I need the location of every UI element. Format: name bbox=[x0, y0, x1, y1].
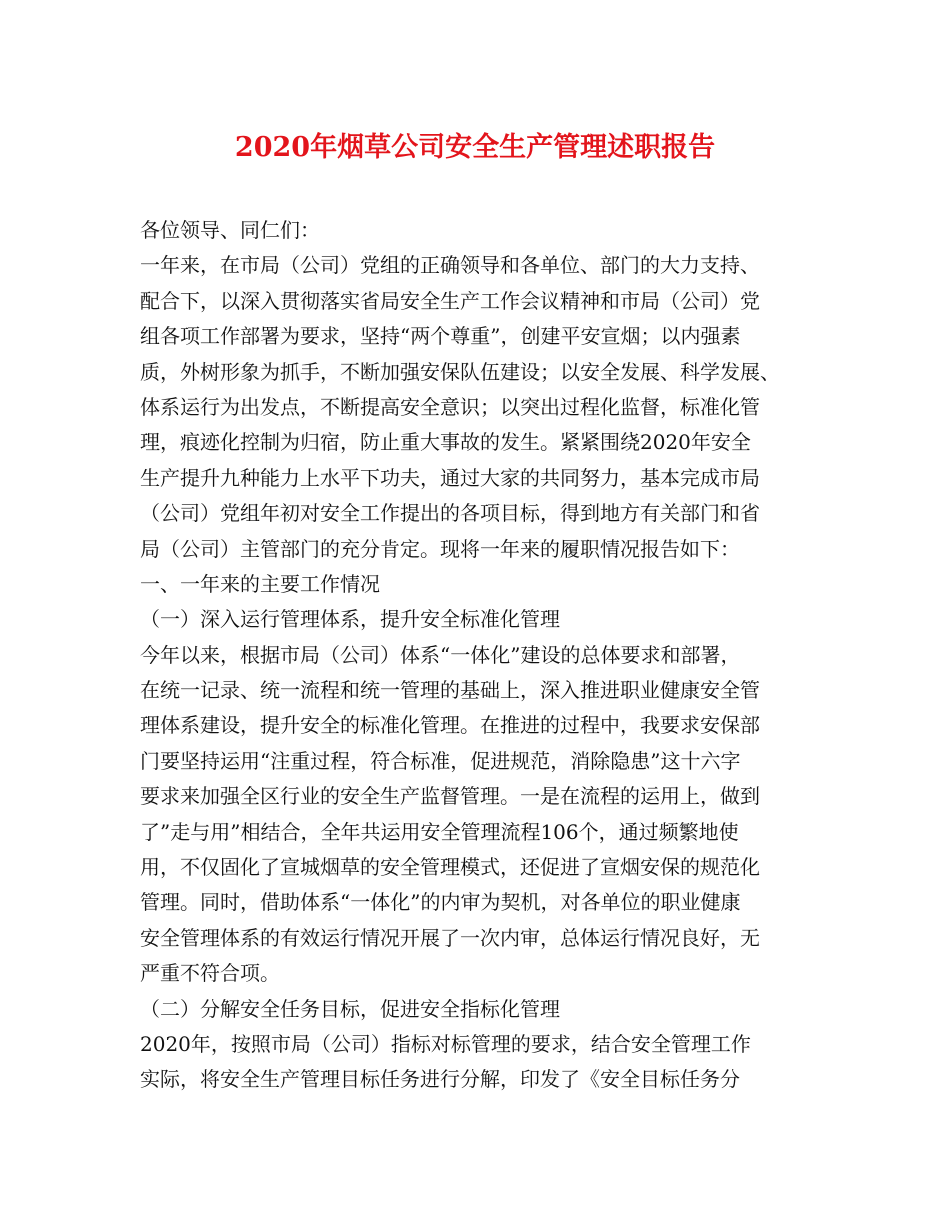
body-text-line: 严重不符合项。 bbox=[140, 961, 280, 986]
document-body bbox=[140, 213, 820, 1098]
body-text-line: 理体系建设，提升安全的标准化管理。在推进的过程中，我要求安保部 bbox=[140, 713, 760, 738]
body-text-line: 2020年，按照市局（公司）指标对标管理的要求，结合安全管理工作 bbox=[140, 1031, 751, 1056]
body-text-line: 配合下，以深入贯彻落实省局安全生产工作会议精神和市局（公司）党 bbox=[140, 288, 760, 313]
body-text-line: 一年来，在市局（公司）党组的正确领导和各单位、部门的大力支持、 bbox=[140, 253, 760, 278]
body-text-line: 在统一记录、统一流程和统一管理的基础上，深入推进职业健康安全管 bbox=[140, 678, 760, 703]
body-text-line: 用，不仅固化了宣城烟草的安全管理模式，还促进了宣烟安保的规范化 bbox=[140, 855, 760, 880]
body-text-line: 各位领导、同仁们： bbox=[140, 218, 320, 242]
body-text-line: 组各项工作部署为要求，坚持“两个尊重”，创建平安宣烟；以内强素 bbox=[140, 324, 741, 349]
body-text-line: 局（公司）主管部门的充分肯定。现将一年来的履职情况报告如下： bbox=[140, 536, 740, 561]
body-text-line: 管理。同时，借助体系“一体化”的内审为契机，对各单位的职业健康 bbox=[140, 890, 741, 915]
document-title: 2020年烟草公司安全生产管理述职报告 bbox=[234, 132, 716, 163]
body-text-line: 了”走与用”相结合，全年共运用安全管理流程106个，通过频繁地使 bbox=[140, 819, 739, 844]
body-text-line: 要求来加强全区行业的安全生产监督管理。一是在流程的运用上，做到 bbox=[140, 784, 760, 809]
body-text-line: （二）分解安全任务目标，促进安全指标化管理 bbox=[140, 996, 560, 1021]
body-text-line: （公司）党组年初对安全工作提出的各项目标，得到地方有关部门和省 bbox=[140, 501, 760, 526]
body-text-line: 门要坚持运用“注重过程，符合标准，促进规范，消除隐患”这十六字 bbox=[140, 748, 741, 773]
body-text-line: 一、一年来的主要工作情况 bbox=[140, 571, 380, 596]
body-text-line: 理，痕迹化控制为归宿，防止重大事故的发生。紧紧围绕2020年安全 bbox=[140, 430, 751, 455]
body-text-line: 今年以来，根据市局（公司）体系“一体化”建设的总体要求和部署， bbox=[140, 642, 741, 667]
body-text-line: 生产提升九种能力上水平下功夫，通过大家的共同努力，基本完成市局 bbox=[140, 465, 760, 490]
body-text-line: 体系运行为出发点，不断提高安全意识；以突出过程化监督，标准化管 bbox=[140, 394, 760, 419]
body-text-line: 实际，将安全生产管理目标任务进行分解，印发了《安全目标任务分 bbox=[140, 1067, 740, 1092]
body-text-line: 安全管理体系的有效运行情况开展了一次内审，总体运行情况良好，无 bbox=[140, 925, 760, 950]
body-text-line: （一）深入运行管理体系，提升安全标准化管理 bbox=[140, 607, 560, 632]
body-text-line: 质，外树形象为抓手，不断加强安保队伍建设；以安全发展、科学发展、 bbox=[140, 359, 780, 384]
